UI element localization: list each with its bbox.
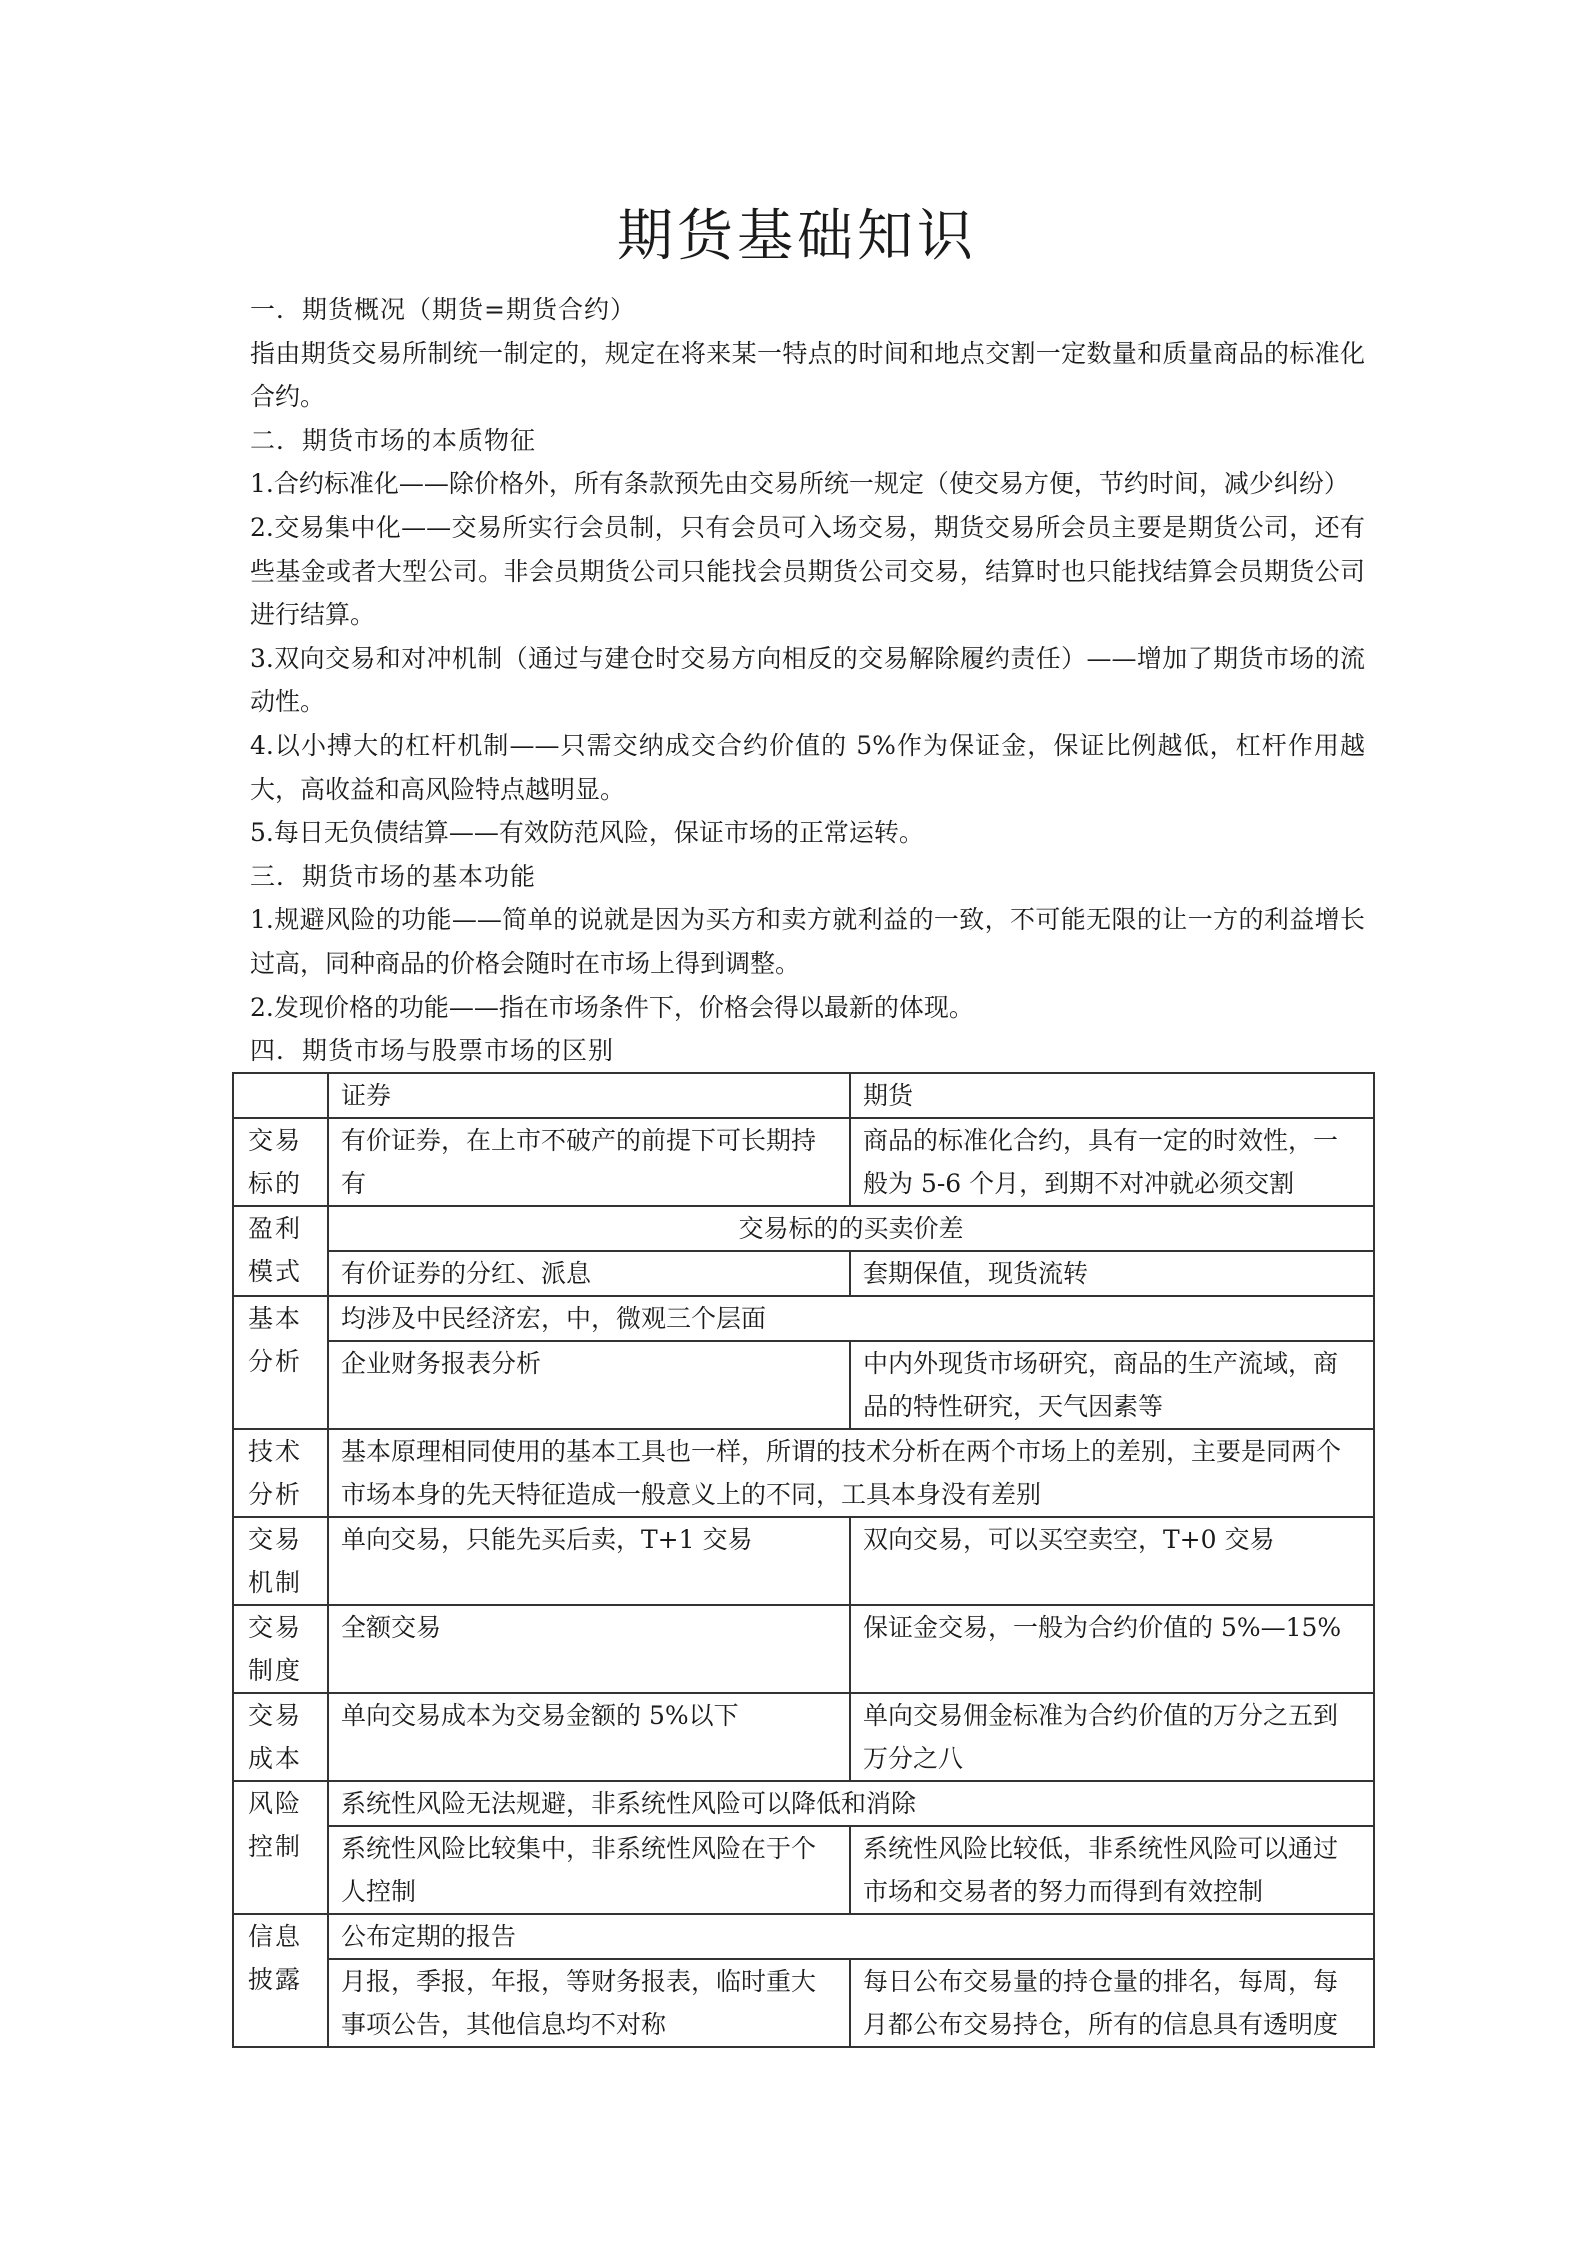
cell-futures: 系统性风险比较低，非系统性风险可以通过市场和交易者的努力而得到有效控制	[850, 1826, 1374, 1914]
row-label-fundamental-analysis: 基本分析	[233, 1296, 328, 1429]
cell-common: 交易标的的买卖价差	[328, 1206, 1374, 1251]
cell-futures: 每日公布交易量的持仓量的排名，每周，每月都公布交易持仓，所有的信息具有透明度	[850, 1959, 1374, 2047]
row-label-trading-mechanism: 交易机制	[233, 1517, 328, 1605]
cell-securities: 有价证券，在上市不破产的前提下可长期持有	[328, 1118, 850, 1206]
cell-securities: 企业财务报表分析	[328, 1341, 850, 1429]
paragraph-point-4: 4.以小搏大的杠杆机制——只需交纳成交合约价值的 5%作为保证金，保证比例越低，杠杆作用越大，高收益和高风险特点越明显。	[250, 730, 1365, 804]
paragraph-point-5: 5.每日无负债结算——有效防范风险，保证市场的正常运转。	[250, 818, 924, 848]
cell-securities: 单向交易成本为交易金额的 5%以下	[328, 1693, 850, 1781]
cell-securities: 月报，季报，年报，等财务报表，临时重大事项公告，其他信息均不对称	[328, 1959, 850, 2047]
row-label-profit-model: 盈利模式	[233, 1206, 328, 1296]
paragraph-point-2: 2.交易集中化——交易所实行会员制，只有会员可入场交易，期货交易所会员主要是期货公司，还有些基金或者大型公司。非会员期货公司只能找会员期货公司交易，结算时也只能找结算会员期货公司进行结算。	[250, 512, 1365, 630]
cell-futures: 单向交易佣金标准为合约价值的万分之五到万分之八	[850, 1693, 1374, 1781]
table-header-securities: 证券	[328, 1073, 850, 1118]
paragraph-point-1: 1.合约标准化——除价格外，所有条款预先由交易所统一规定（使交易方便，节约时间，减少纠纷）	[250, 469, 1349, 499]
cell-futures: 中内外现货市场研究，商品的生产流域，商品的特性研究，天气因素等	[850, 1341, 1374, 1429]
cell-futures: 保证金交易，一般为合约价值的 5%—15%	[850, 1605, 1374, 1693]
row-label-trading-cost: 交易成本	[233, 1693, 328, 1781]
table-row	[233, 1914, 1374, 1959]
table-row	[233, 1693, 1374, 1781]
table-header-row	[233, 1073, 1374, 1118]
cell-common: 基本原理相同使用的基本工具也一样，所谓的技术分析在两个市场上的差别，主要是同两个市场本身的先天特征造成一般意义上的不同，工具本身没有差别	[328, 1429, 1374, 1517]
cell-futures: 套期保值，现货流转	[850, 1251, 1374, 1296]
table-header-blank	[233, 1073, 328, 1118]
section-heading-1: 一．期货概况（期货=期货合约）	[250, 295, 636, 324]
cell-futures: 商品的标准化合约，具有一定的时效性，一般为 5-6 个月，到期不对冲就必须交割	[850, 1118, 1374, 1206]
row-label-technical-analysis: 技术分析	[233, 1429, 328, 1517]
row-label-risk-control: 风险控制	[233, 1781, 328, 1914]
table-row	[233, 1605, 1374, 1693]
section-heading-2: 二．期货市场的本质物征	[250, 425, 537, 455]
section-heading-4: 四．期货市场与股票市场的区别	[250, 1036, 615, 1066]
section-heading-3: 三．期货市场的基本功能	[250, 861, 537, 891]
table-row	[233, 1826, 1374, 1914]
table-row	[233, 1206, 1374, 1251]
paragraph-function-2: 2.发现价格的功能——指在市场条件下，价格会得以最新的体现。	[250, 992, 974, 1022]
document-body	[250, 288, 1365, 1073]
comparison-table	[232, 1072, 1375, 2048]
table-row	[233, 1118, 1374, 1206]
table-row	[233, 1517, 1374, 1605]
table-row	[233, 1429, 1374, 1517]
cell-securities: 单向交易，只能先买后卖，T+1 交易	[328, 1517, 850, 1605]
table-row	[233, 1251, 1374, 1296]
table-row	[233, 1959, 1374, 2047]
cell-common: 公布定期的报告	[328, 1914, 1374, 1959]
table-header-futures: 期货	[850, 1073, 1374, 1118]
paragraph-point-3: 3.双向交易和对冲机制（通过与建仓时交易方向相反的交易解除履约责任）——增加了期货市场的流动性。	[250, 643, 1365, 717]
cell-futures: 双向交易，可以买空卖空，T+0 交易	[850, 1517, 1374, 1605]
row-label-trading-system: 交易制度	[233, 1605, 328, 1693]
paragraph-function-1: 1.规避风险的功能——简单的说就是因为买方和卖方就利益的一致，不可能无限的让一方的利益增长过高，同种商品的价格会随时在市场上得到调整。	[250, 905, 1365, 978]
row-label-information-disclosure: 信息披露	[233, 1914, 328, 2047]
cell-common: 均涉及中民经济宏，中，微观三个层面	[328, 1296, 1374, 1341]
table-row	[233, 1296, 1374, 1341]
row-label-trading-object: 交易标的	[233, 1118, 328, 1206]
page-title: 期货基础知识	[617, 204, 977, 269]
cell-securities: 有价证券的分红、派息	[328, 1251, 850, 1296]
cell-securities: 系统性风险比较集中，非系统性风险在于个人控制	[328, 1826, 850, 1914]
table-row	[233, 1781, 1374, 1826]
table-row	[233, 1341, 1374, 1429]
paragraph-definition: 指由期货交易所制统一制定的，规定在将来某一特点的时间和地点交割一定数量和质量商品的标准化合约。	[250, 338, 1365, 412]
cell-securities: 全额交易	[328, 1605, 850, 1693]
cell-common: 系统性风险无法规避，非系统性风险可以降低和消除	[328, 1781, 1374, 1826]
